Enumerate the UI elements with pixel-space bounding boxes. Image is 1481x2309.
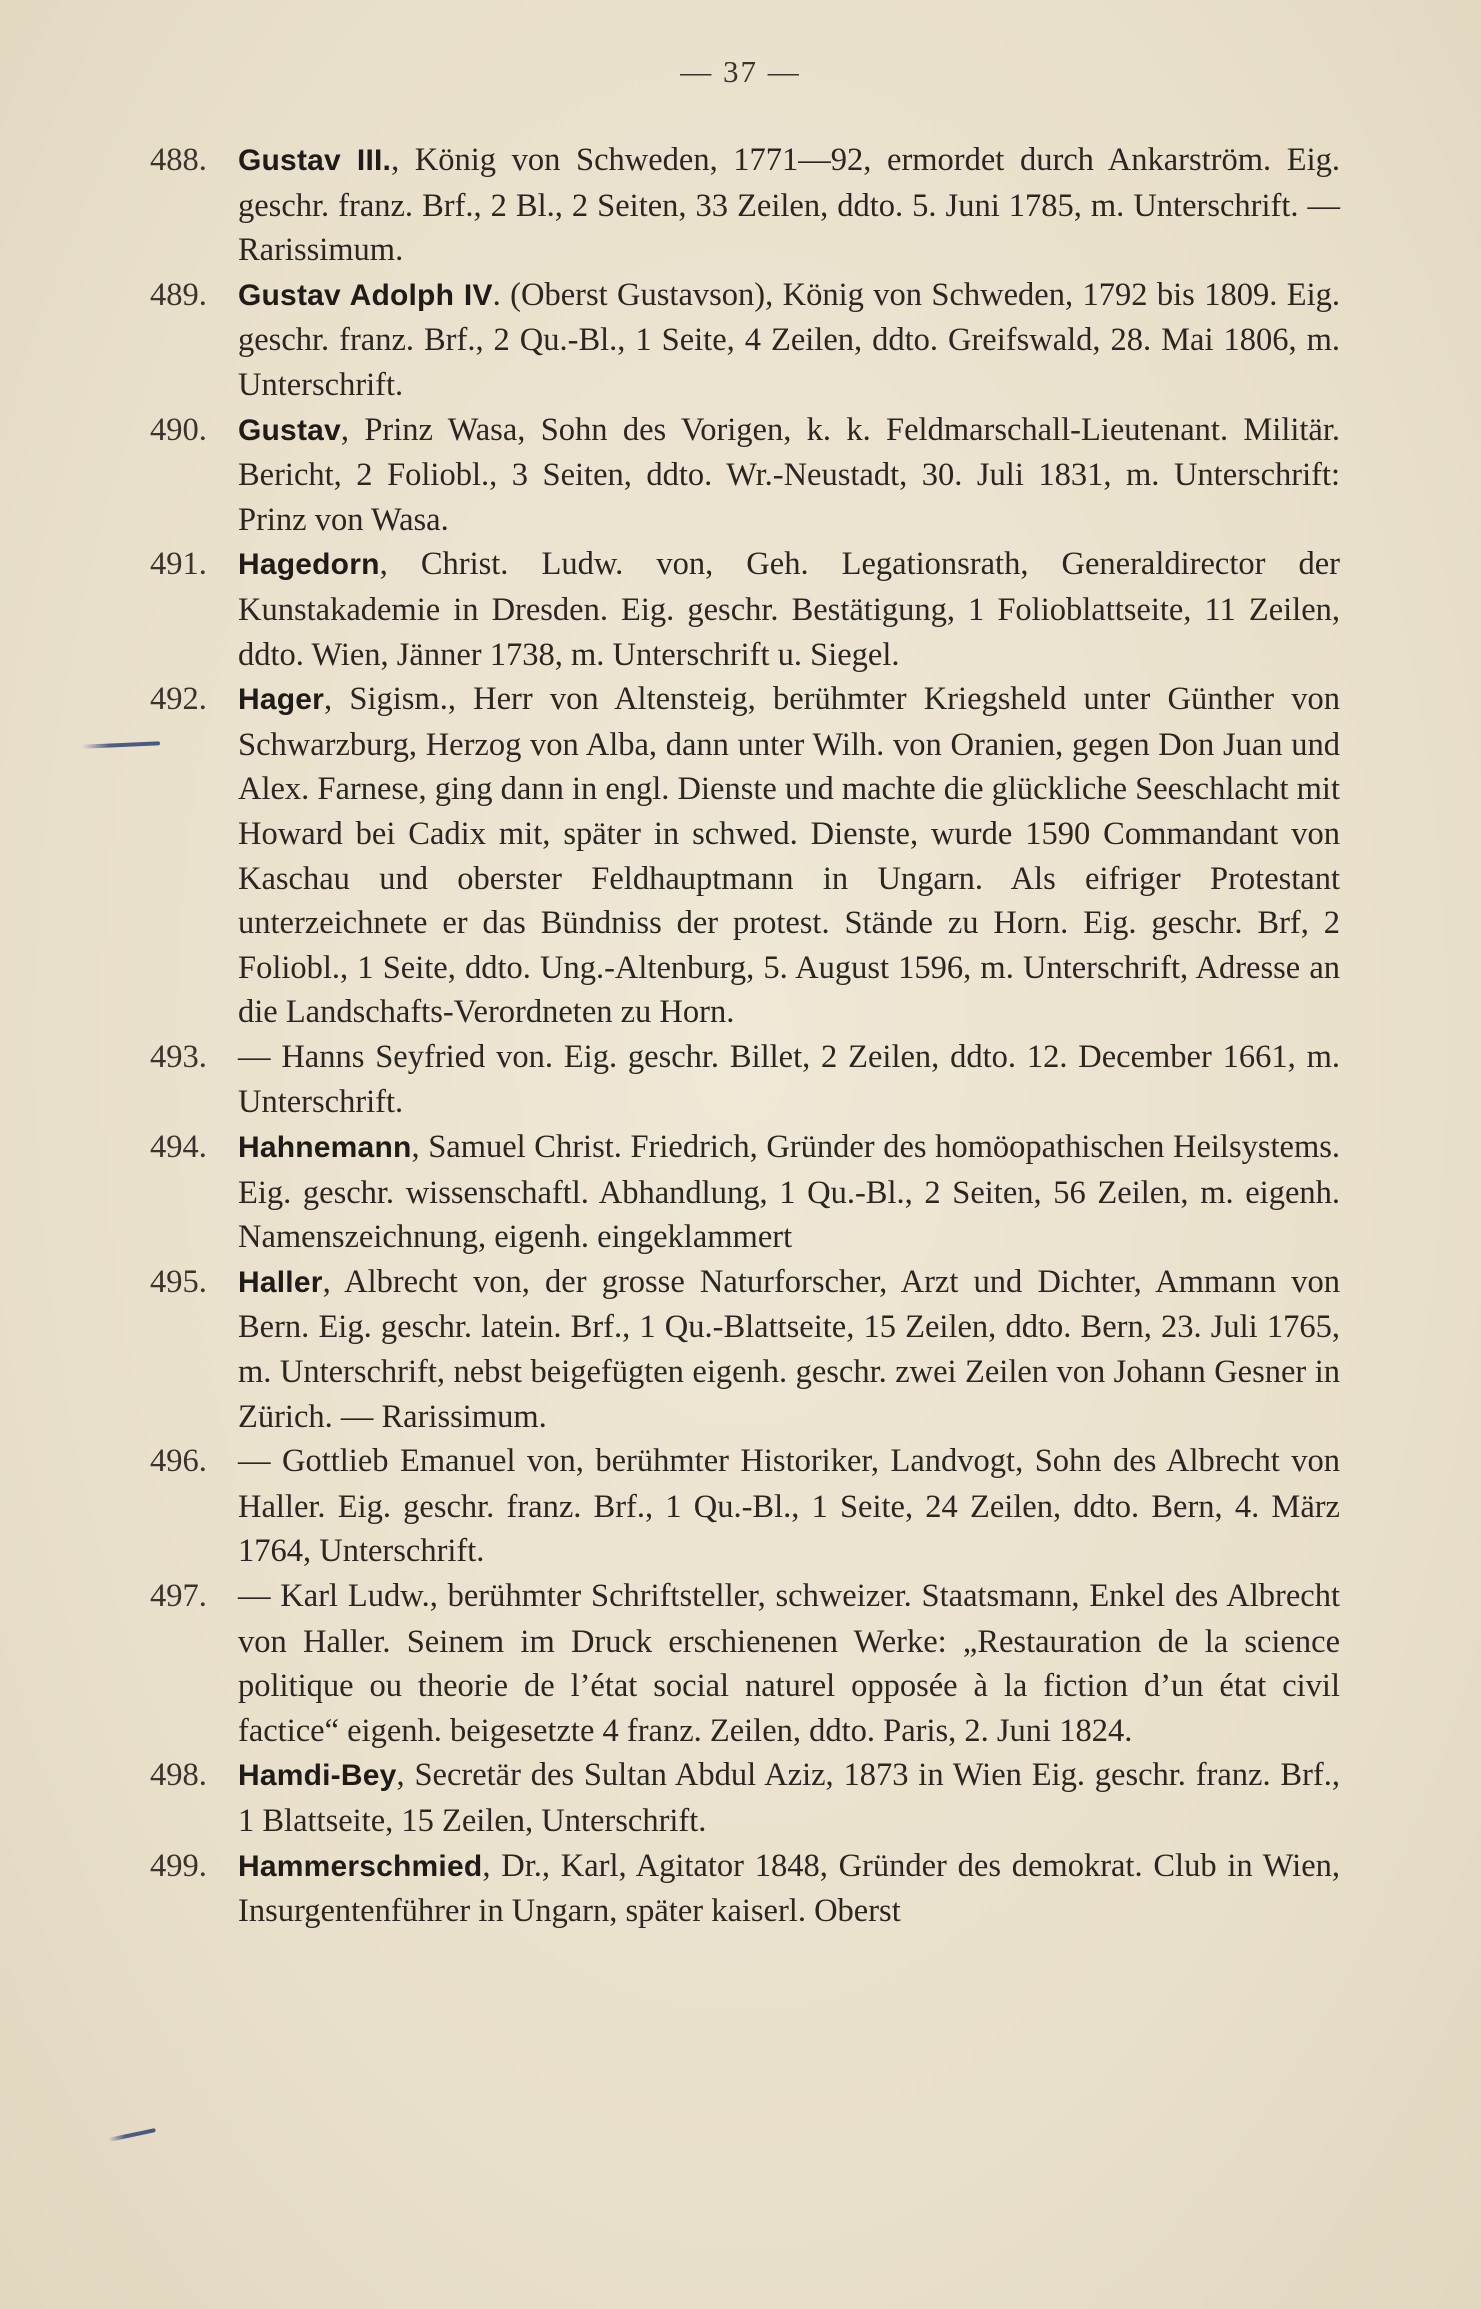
entry-number: 490. (150, 411, 207, 448)
entry-text: — Karl Ludw., berühmter Schriftsteller, schweizer. Staatsmann, Enkel des Albrecht von Haller. Seinem im Druck erschienenen Werke: „Restauration de la science politique ou theorie de l’état social naturel opposée à la fiction d’un état civil factice“ eigenh. beigesetzte 4 franz. Zeilen, ddto. Paris, 2. Juni 1824. (238, 1578, 1340, 1749)
entry-number: 494. (150, 1129, 207, 1166)
entry-text: , Samuel Christ. Friedrich, Gründer des homöopathischen Heilsystems. Eig. geschr. wissenschaftl. Abhandlung, 1 Qu.-Bl., 2 Seiten, 56 Zeilen, m. eigenh. Namenszeichnung, eigenh. eingeklammert (238, 1129, 1340, 1256)
entry-name: Gustav Adolph IV (238, 278, 493, 312)
entry-number: 492. (150, 681, 207, 718)
entry-name: Hammerschmied (238, 1849, 483, 1883)
entry-number: 493. (150, 1038, 207, 1075)
catalog-entry (150, 1439, 1340, 1574)
catalog-entries (150, 138, 1340, 1934)
entry-name: Gustav III. (238, 144, 392, 177)
catalog-entry (150, 138, 1340, 273)
entry-text: — Hanns Seyfried von. Eig. geschr. Billet, 2 Zeilen, ddto. 12. December 1661, m. Unterschrift. (238, 1038, 1340, 1121)
entry-number: 488. (150, 142, 207, 178)
entry-number: 496. (150, 1443, 207, 1480)
catalog-entry (150, 1844, 1340, 1934)
entry-number: 497. (150, 1578, 207, 1614)
entry-text: . (Oberst Gustavson), König von Schweden, 1792 bis 1809. Eig. geschr. franz. Brf., 2 Qu.-Bl., 1 Seite, 4 Zeilen, ddto. Greifswald, 28. Mai 1806, m. Unterschrift. (238, 276, 1340, 403)
margin-pen-mark-492 (82, 741, 160, 748)
entry-text: , Albrecht von, der grosse Naturforscher, Arzt und Dichter, Ammann von Bern. Eig. geschr. latein. Brf., 1 Qu.-Blattseite, 15 Zeilen, ddto. Bern, 23. Juli 1765, m. Unterschrift, nebst beigefügten eigenh. geschr. zwei Zeilen von Johann Gesner in Zürich. — Rarissimum. (238, 1263, 1340, 1435)
entry-number: 495. (150, 1263, 207, 1300)
entry-number: 489. (150, 276, 207, 313)
page-number: — 37 — (680, 54, 801, 89)
entry-name: Hamdi-Bey (238, 1759, 397, 1793)
entry-number: 499. (150, 1847, 207, 1884)
entry-name: Hagedorn (238, 548, 380, 582)
entry-text: , Sigism., Herr von Altensteig, berühmter Kriegsheld unter Günther von Schwarzburg, Herzog von Alba, dann unter Wilh. von Oranien, gegen Don Juan und Alex. Farnese, ging dann in engl. Dienste und machte die glückliche Seeschlacht mit Howard bei Cadix mit, später in schwed. Dienste, wurde 1590 Commandant von Kaschau und oberster Feldhauptmann in Ungarn. Als eifriger Protestant unterzeichnete er das Bündniss der protest. Stände zu Horn. Eig. geschr. Brf, 2 Foliobl., 1 Seite, ddto. Ung.-Altenburg, 5. August 1596, m. Unterschrift, Adresse an die Landschafts-Verordneten zu Horn. (238, 681, 1340, 1031)
catalog-entry (150, 1035, 1340, 1125)
catalog-entry (150, 1753, 1340, 1843)
entry-name: Hager (238, 683, 325, 717)
entry-name: Gustav (238, 413, 341, 447)
entry-text: , Christ. Ludw. von, Geh. Legationsrath, Generaldirector der Kunstakademie in Dresden. Eig. geschr. Bestätigung, 1 Folioblattseite, 11 Zeilen, ddto. Wien, Jänner 1738, m. Unterschrift u. Siegel. (238, 546, 1340, 673)
entry-text: , Dr., Karl, Agitator 1848, Gründer des demokrat. Club in Wien, Insurgentenführer in Ungarn, später kaiserl. Oberst (238, 1847, 1340, 1930)
catalog-entry (150, 408, 1340, 543)
catalog-entry (150, 273, 1340, 408)
entry-text: , König von Schweden, 1771—92, ermordet durch Ankarström. Eig. geschr. franz. Brf., 2 Bl., 2 Seiten, 33 Zeilen, ddto. 5. Juni 1785, m. Unterschrift. — Rarissimum. (238, 142, 1340, 269)
entry-text: , Secretär des Sultan Abdul Aziz, 1873 in Wien Eig. geschr. franz. Brf., 1 Blattseite, 15 Zeilen, Unterschrift. (238, 1757, 1340, 1839)
catalog-entry (150, 1125, 1340, 1260)
catalog-entry (150, 1574, 1340, 1753)
entry-name: Hahnemann (238, 1131, 412, 1165)
entry-number: 491. (150, 546, 207, 583)
catalog-entry (150, 1260, 1340, 1439)
catalog-entry (150, 677, 1340, 1035)
entry-text: , Prinz Wasa, Sohn des Vorigen, k. k. Feldmarschall-Lieutenant. Militär. Bericht, 2 Foliobl., 3 Seiten, ddto. Wr.-Neustadt, 30. Juli 1831, m. Unterschrift: Prinz von Wasa. (238, 411, 1340, 538)
entry-number: 498. (150, 1757, 207, 1794)
margin-pen-mark-499 (108, 2128, 156, 2142)
catalog-entry (150, 542, 1340, 677)
entry-text: — Gottlieb Emanuel von, berühmter Historiker, Landvogt, Sohn des Albrecht von Haller. Eig. geschr. franz. Brf., 1 Qu.-Bl., 1 Seite, 24 Zeilen, ddto. Bern, 4. März 1764, Unterschrift. (238, 1443, 1340, 1570)
entry-name: Haller (238, 1265, 323, 1299)
